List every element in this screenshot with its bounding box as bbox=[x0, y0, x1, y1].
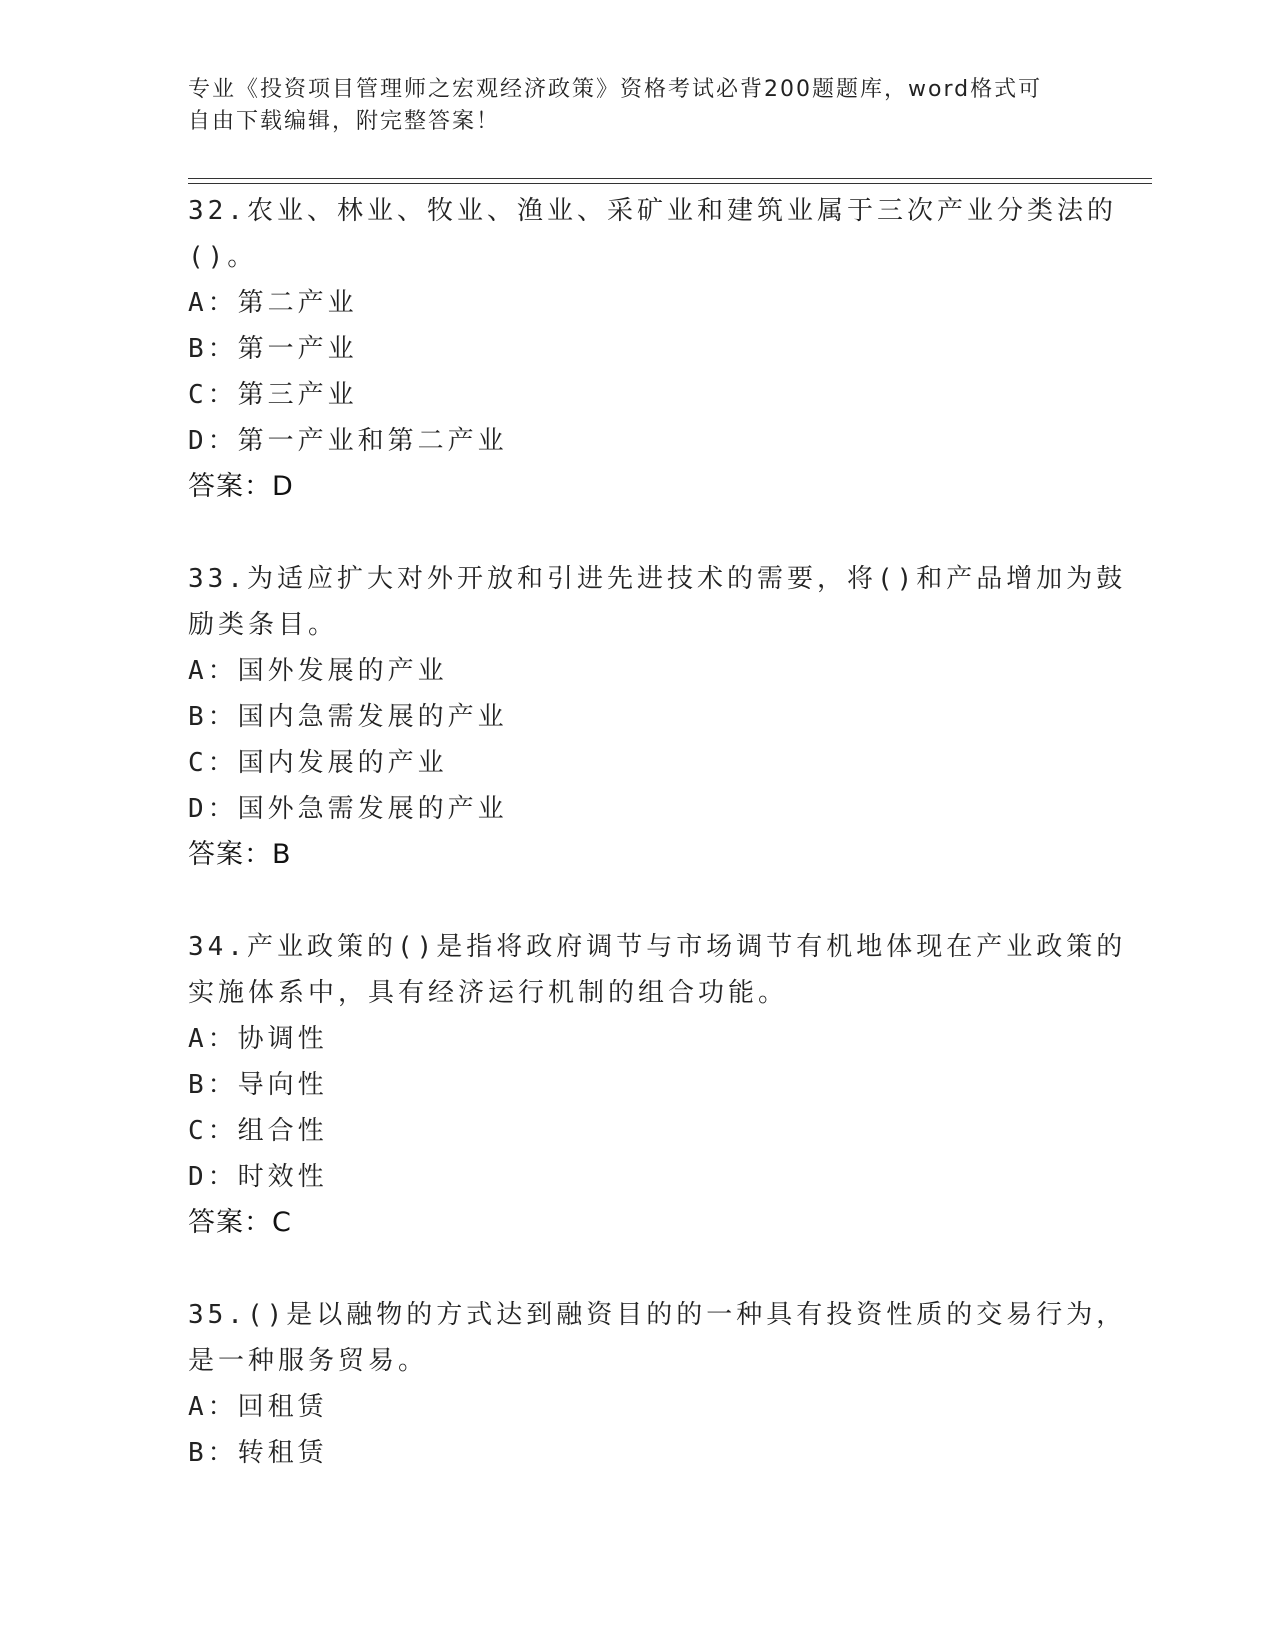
option-c: C：国内发展的产业 bbox=[188, 748, 448, 778]
option-a: A：协调性 bbox=[188, 1024, 328, 1054]
question-text-line: 35.()是以融物的方式达到融资目的的一种具有投资性质的交易行为， bbox=[188, 1300, 1127, 1330]
answer: 答案：D bbox=[188, 471, 294, 502]
option-a: A：国外发展的产业 bbox=[188, 656, 448, 686]
header-divider-top bbox=[188, 178, 1152, 179]
option-d: D：国外急需发展的产业 bbox=[188, 794, 508, 824]
answer: 答案：B bbox=[188, 839, 292, 870]
question-text-line: 是一种服务贸易。 bbox=[188, 1346, 429, 1376]
option-b: B：导向性 bbox=[188, 1070, 328, 1100]
question-text-line: ()。 bbox=[188, 242, 258, 272]
option-b: B：第一产业 bbox=[188, 334, 358, 364]
option-a: A：第二产业 bbox=[188, 288, 358, 318]
document-header bbox=[188, 74, 1068, 138]
question-34 bbox=[188, 924, 1127, 1246]
question-list bbox=[188, 188, 1127, 1522]
option-b: B：转租赁 bbox=[188, 1438, 328, 1468]
option-d: D：时效性 bbox=[188, 1162, 328, 1192]
question-text-line: 34.产业政策的()是指将政府调节与市场调节有机地体现在产业政策的 bbox=[188, 932, 1127, 962]
header-line-2: 自由下载编辑，附完整答案！ bbox=[188, 109, 501, 134]
answer: 答案：C bbox=[188, 1207, 292, 1238]
question-text-line: 32.农业、林业、牧业、渔业、采矿业和建筑业属于三次产业分类法的 bbox=[188, 196, 1117, 226]
header-divider-bottom bbox=[188, 183, 1152, 184]
option-c: C：组合性 bbox=[188, 1116, 328, 1146]
question-35 bbox=[188, 1292, 1127, 1476]
question-text-line: 33.为适应扩大对外开放和引进先进技术的需要，将()和产品增加为鼓 bbox=[188, 564, 1127, 594]
question-33 bbox=[188, 556, 1127, 878]
question-text-line: 实施体系中，具有经济运行机制的组合功能。 bbox=[188, 978, 789, 1008]
option-d: D：第一产业和第二产业 bbox=[188, 426, 508, 456]
option-b: B：国内急需发展的产业 bbox=[188, 702, 508, 732]
question-32 bbox=[188, 188, 1117, 510]
option-c: C：第三产业 bbox=[188, 380, 358, 410]
option-a: A：回租赁 bbox=[188, 1392, 328, 1422]
header-line-1: 专业《投资项目管理师之宏观经济政策》资格考试必背200题题库，word格式可 bbox=[188, 77, 1043, 102]
question-text-line: 励类条目。 bbox=[188, 610, 339, 640]
